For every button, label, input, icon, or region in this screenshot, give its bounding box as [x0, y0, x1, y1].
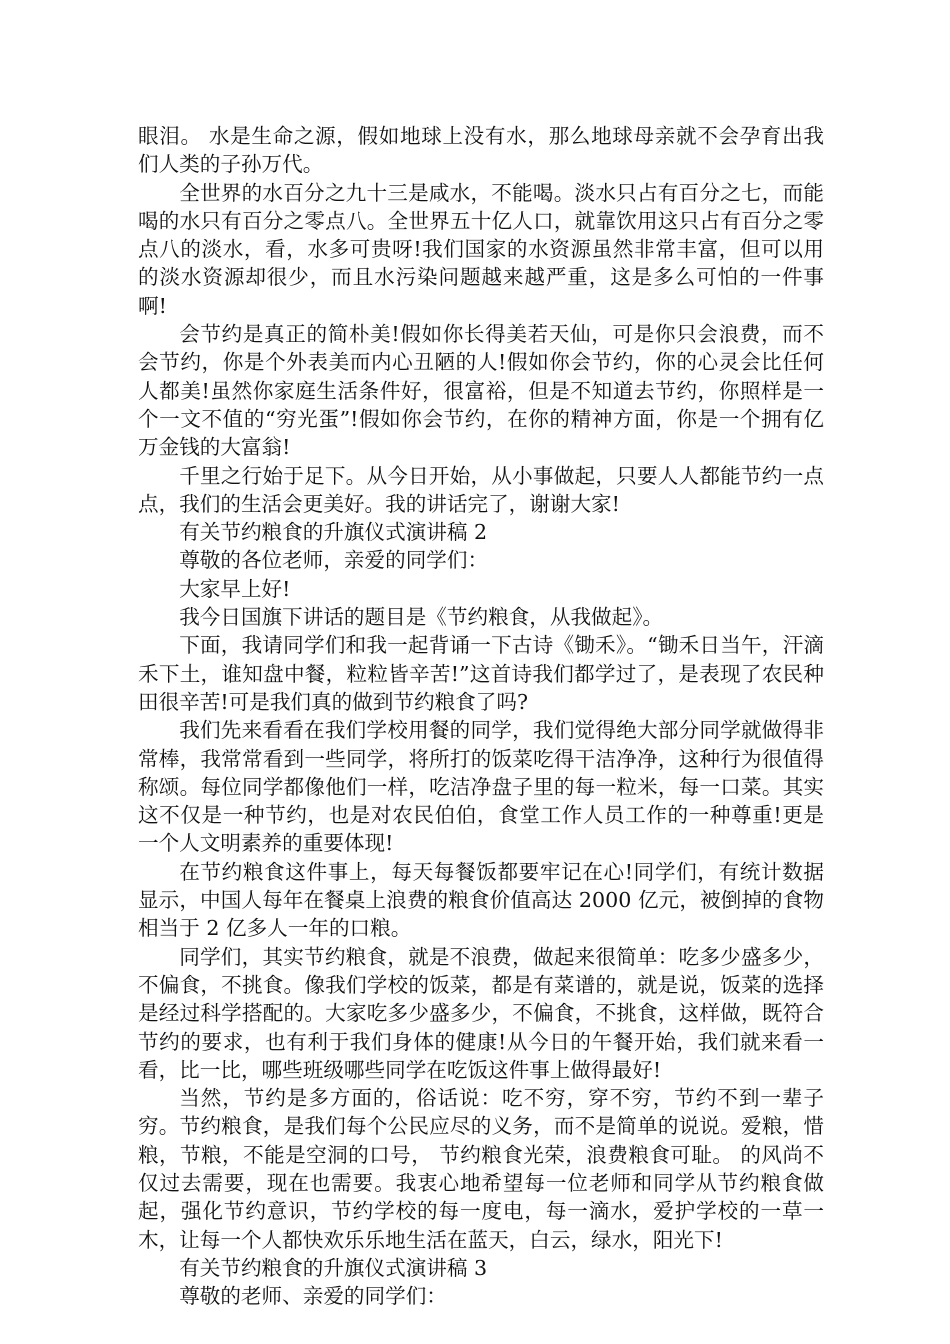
paragraph: 在节约粮食这件事上，每天每餐饭都要牢记在心!同学们，有统计数据显示，中国人每年在餐桌上浪费的粮食价值高达 2000 亿元，被倒掉的食物相当于 2 亿多人一年的口粮。 — [138, 859, 824, 941]
paragraph: 当然，节约是多方面的，俗话说：吃不穷，穿不穷，节约不到一辈子穷。节约粮食，是我们每个公民应尽的义务，而不是简单的说说。爱粮，惜粮，节粮，不能是空洞的口号， 节约粮食光荣，浪费粮食可耻。 的风尚不仅过去需要，现在也需要。我衷心地希望每一位老师和同学从节约粮食做起，强化节约意识，节约学校的每一度电，每一滴水，爱护学校的一草一木，让每一个人都快欢乐乐地生活在蓝天，白云，绿水，阳光下! — [138, 1086, 824, 1252]
section-title: 有关节约粮食的升旗仪式演讲稿 2 — [179, 520, 488, 545]
salutation: 尊敬的老师、亲爱的同学们： — [179, 1284, 447, 1309]
document-body — [138, 122, 824, 1310]
section-title: 有关节约粮食的升旗仪式演讲稿 3 — [179, 1255, 488, 1280]
paragraph: 千里之行始于足下。从今日开始，从小事做起，只要人人都能节约一点点，我们的生活会更美好。我的讲话完了，谢谢大家! — [138, 463, 824, 516]
salutation: 尊敬的各位老师，亲爱的同学们： — [179, 548, 489, 573]
greeting: 大家早上好! — [179, 576, 291, 601]
paragraph: 下面，我请同学们和我一起背诵一下古诗《锄禾》。“锄禾日当午，汗滴禾下土，谁知盘中餐，粒粒皆辛苦!”这首诗我们都学过了，是表现了农民种田很辛苦!可是我们真的做到节约粮食了吗? — [138, 633, 824, 714]
paragraph: 会节约是真正的简朴美!假如你长得美若天仙，可是你只会浪费，而不会节约，你是个外表美而内心丑陋的人!假如你会节约，你的心灵会比任何人都美!虽然你家庭生活条件好，很富裕，但是不知道去节约，你照样是一个一文不值的“穷光蛋”!假如你会节约，在你的精神方面，你是一个拥有亿万金钱的大富翁! — [138, 322, 824, 460]
paragraph: 全世界的水百分之九十三是咸水，不能喝。淡水只占有百分之七，而能喝的水只有百分之零点八。全世界五十亿人口，就靠饮用这只占有百分之零点八的淡水，看，水多可贵呀!我们国家的水资源虽然非常丰富，但可以用的淡水资源却很少，而且水污染问题越来越严重，这是多么可怕的一件事啊! — [138, 180, 824, 318]
paragraph: 我们先来看看在我们学校用餐的同学，我们觉得绝大部分同学就做得非常棒，我常常看到一些同学，将所打的饭菜吃得干洁净净，这种行为很值得称颂。每位同学都像他们一样，吃洁净盘子里的每一粒米，每一口菜。其实这不仅是一种节约，也是对农民伯伯，食堂工作人员工作的一种尊重!更是一个人文明素养的重要体现! — [138, 718, 824, 856]
topic-line: 我今日国旗下讲话的题目是《节约粮食，从我做起》。 — [179, 605, 664, 630]
paragraph: 眼泪。 水是生命之源，假如地球上没有水，那么地球母亲就不会孕育出我们人类的子孙万代。 — [138, 124, 824, 177]
paragraph: 同学们，其实节约粮食，就是不浪费，做起来很简单：吃多少盛多少，不偏食，不挑食。像我们学校的饭菜，都是有菜谱的，就是说，饭菜的选择是经过科学搭配的。大家吃多少盛多少，不偏食，不挑食，这样做，既符合节约的要求，也有利于我们身体的健康!从今日的午餐开始，我们就来看一看，比一比，哪些班级哪些同学在吃饭这件事上做得最好! — [138, 944, 824, 1082]
